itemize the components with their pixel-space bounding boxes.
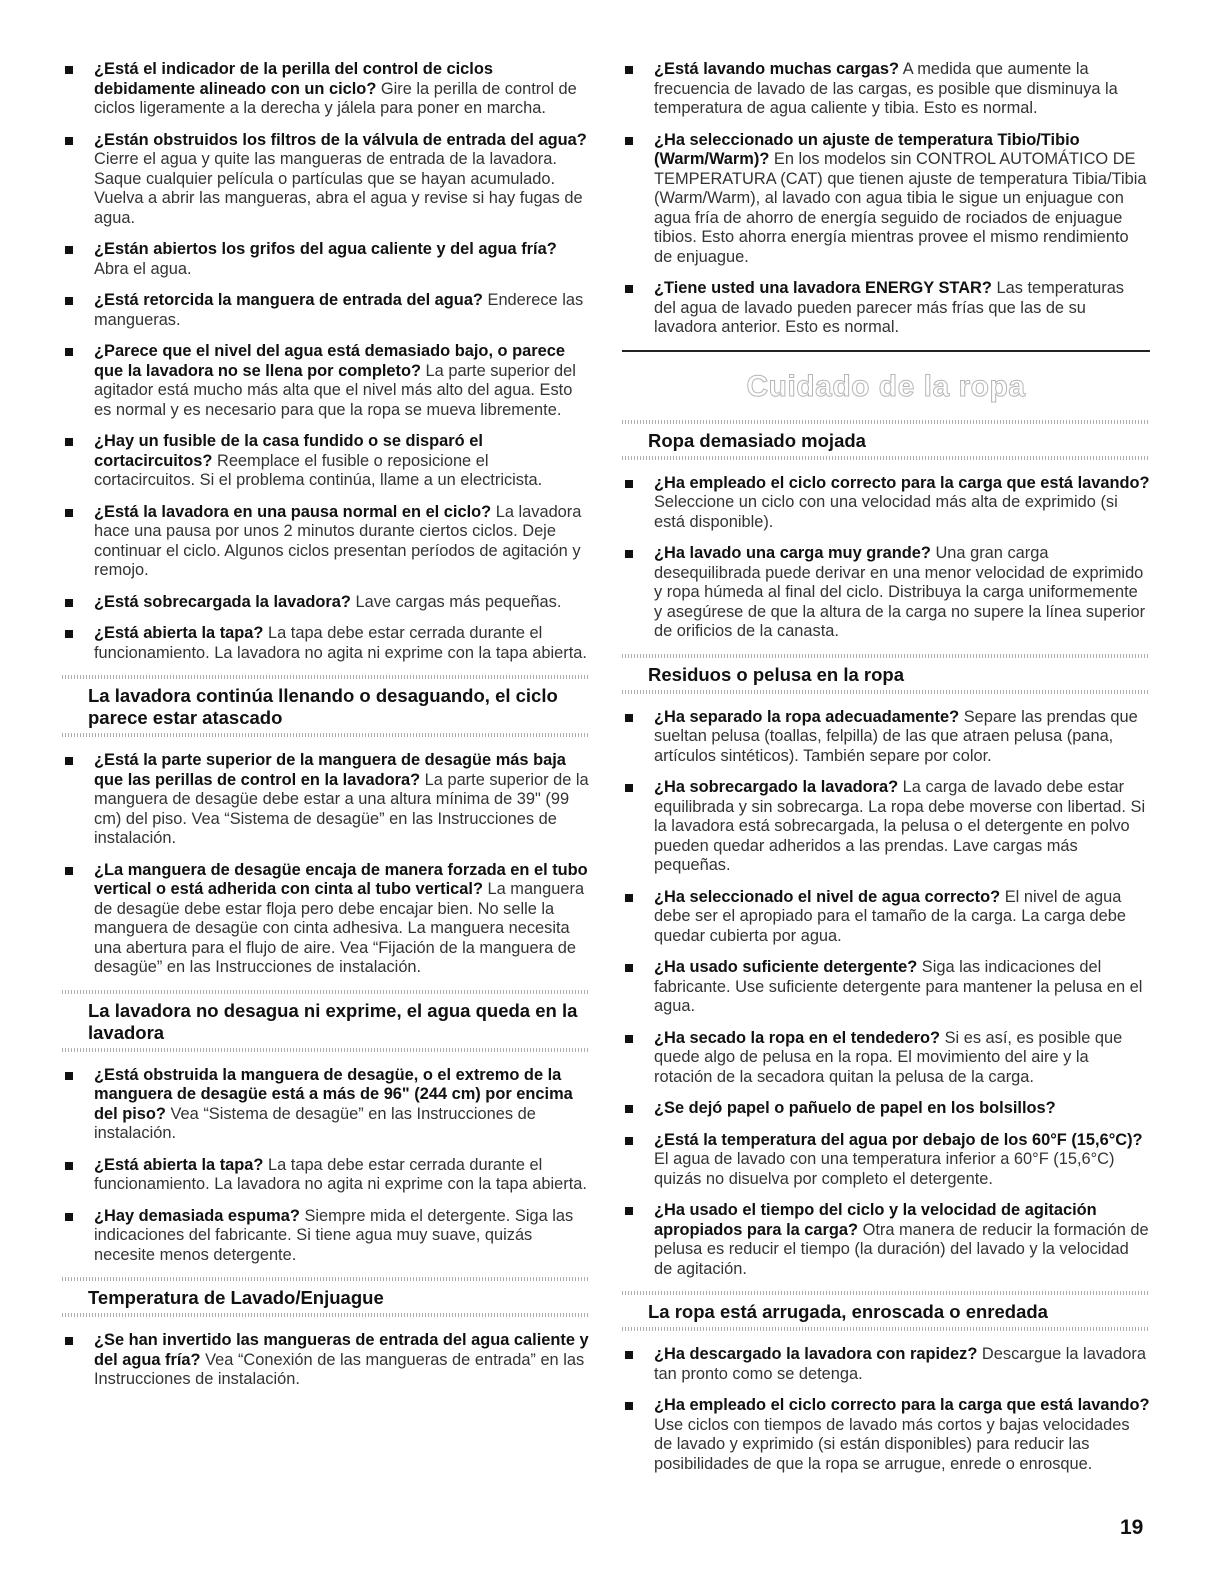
section-header [62,675,590,737]
list-item [62,240,590,279]
list-item [622,888,1150,947]
item-question: ¿Ha separado la ropa adecuadamente? [654,707,960,726]
list-item [62,342,590,420]
item-question: ¿La manguera de desagüe encaja de manera forzada en el tubo vertical o está adherida con cinta al tubo vertical? [94,860,588,898]
item-question: ¿Ha seleccionado el nivel de agua correcto? [654,887,1001,906]
list-item [62,861,590,978]
section-header [622,1291,1150,1331]
item-answer: El nivel de agua debe ser el apropiado para el tamaño de la carga. La carga debe quedar cubierta por agua. [654,887,1127,945]
troubleshoot-list [62,751,590,978]
list-item [62,624,590,663]
troubleshoot-list [622,60,1150,338]
troubleshoot-list [62,60,590,663]
item-answer: La tapa debe estar cerrada durante el funcionamiento. La lavadora no agita ni exprime con la tapa abierta. [94,624,587,662]
major-heading [622,350,1150,414]
dotted-rule [622,1327,1150,1331]
list-item [622,778,1150,876]
item-answer: El agua de lavado con una temperatura inferior a 60°F (15,6°C) quizás no disuelva por completo el detergente. [654,1150,1115,1188]
item-answer: Use ciclos con tiempos de lavado más cortos y bajas velocidades de lavado y exprimido (si están disponibles) para reducir las posibilidades de que la ropa se arrugue, enrede o enrosque. [654,1415,1130,1473]
item-question: ¿Ha empleado el ciclo correcto para la carga que está lavando? [654,473,1150,492]
item-answer: La tapa debe estar cerrada durante el funcionamiento. La lavadora no agita ni exprime con la tapa abierta. [94,1155,587,1193]
list-item [622,958,1150,1017]
item-question: ¿Ha descargado la lavadora con rapidez? [654,1345,978,1363]
dotted-rule [622,420,1150,424]
item-question: ¿Se han invertido las mangueras de entrada del agua caliente y del agua fría? [94,1331,589,1369]
list-item [62,1156,590,1195]
dotted-rule [62,1048,590,1052]
item-answer: Abra el agua. [94,259,192,278]
section-title: La lavadora continúa llenando o desaguando, el ciclo parece estar atascado [88,685,558,728]
item-answer: La parte superior del agitador está mucho más alta que el nivel más alto del agua. Esto es normal y es necesario para que la ropa se mueva libremente. [94,361,576,419]
item-question: ¿Ha lavado una carga muy grande? [654,544,931,562]
item-question: ¿Ha empleado el ciclo correcto para la carga que está lavando? [654,1396,1150,1414]
item-question: ¿Está obstruida la manguera de desagüe, o el extremo de la manguera de desagüe está a más de 96" (244 cm) por encima del piso? [94,1065,573,1123]
left-column [62,60,590,1402]
item-answer: Siga las indicaciones del fabricante. Use suficiente detergente para mantener la pelusa en el agua. [654,958,1143,1015]
page-number: 19 [1120,1516,1144,1539]
item-question: ¿Está retorcida la manguera de entrada del agua? [94,291,483,309]
item-answer: Siempre mida el detergente. Siga las indicaciones del fabricante. Si tiene agua muy suave, quizás necesite menos detergente. [94,1206,574,1264]
section-header [62,1277,590,1317]
list-item [622,708,1150,767]
item-question: ¿Está la lavadora en una pausa normal en el ciclo? [94,502,492,521]
dotted-rule [62,1313,590,1317]
list-item [622,544,1150,642]
item-question: ¿Están obstruidos los filtros de la válvula de entrada del agua? [94,130,587,149]
heading-rule [622,350,1150,352]
major-heading-title: Cuidado de la ropa [746,369,1026,403]
list-item [622,60,1150,119]
dotted-rule [62,1277,590,1281]
item-answer: Si es así, es posible que quede algo de pelusa en la ropa. El movimiento del aire y la rotación de la secadora quitan la pelusa de la carga. [654,1028,1123,1086]
item-question: ¿Hay demasiada espuma? [94,1206,300,1225]
item-answer: Gire la perilla de control de ciclos ligeramente a la derecha y jálela para poner en marcha. [94,79,577,117]
list-item [62,751,590,849]
section-title: La ropa está arrugada, enroscada o enredada [648,1301,1048,1322]
troubleshoot-list [62,1066,590,1266]
item-question: ¿Están abiertos los grifos del agua caliente y del agua fría? [94,240,557,258]
troubleshoot-list [622,708,1150,1280]
item-answer: Una gran carga desequilibrada puede derivar en una menor velocidad de exprimido y ropa húmeda al final del ciclo. Distribuya la carga uniformemente y asegúrese de que la altura de la carga no supere la línea superior de orificios de la canasta. [654,544,1146,640]
item-question: ¿Está el indicador de la perilla del control de ciclos debidamente alineado con un ciclo? [94,60,493,98]
section-header [622,654,1150,694]
section-title: Temperatura de Lavado/Enjuague [88,1287,384,1308]
item-question: ¿Tiene usted una lavadora ENERGY STAR? [654,279,992,297]
list-item [622,1201,1150,1279]
dotted-rule [62,733,590,737]
list-item [622,1131,1150,1190]
list-item [62,503,590,581]
dotted-rule [62,675,590,679]
item-question: ¿Ha seleccionado un ajuste de temperatura Tibio/Tibio (Warm/Warm)? [654,130,1080,168]
dotted-rule [622,456,1150,460]
item-answer: Descargue la lavadora tan pronto como se detenga. [654,1345,1146,1383]
item-question: ¿Hay un fusible de la casa fundido o se disparó el cortacircuitos? [94,432,483,470]
troubleshoot-list [622,1345,1150,1474]
list-item [62,131,590,229]
item-question: ¿Está abierta la tapa? [94,624,264,642]
section-title: Ropa demasiado mojada [648,429,866,451]
right-column [622,60,1150,1486]
dotted-rule [622,690,1150,694]
item-answer: Otra manera de reducir la formación de pelusa es reducir el tiempo (la duración) del lavado y la velocidad de agitación. [654,1220,1149,1278]
item-answer: Reemplace el fusible o reposicione el cortacircuitos. Si el problema continúa, llame a un electricista. [94,451,543,489]
item-question: ¿Ha secado la ropa en el tendedero? [654,1028,941,1047]
list-item [62,1207,590,1266]
section-title: Residuos o pelusa en la ropa [648,663,904,685]
item-question: ¿Parece que el nivel del agua está demasiado bajo, o parece que la lavadora no se llena por completo? [94,342,565,380]
item-answer: A medida que aumente la frecuencia de lavado de las cargas, es posible que disminuya la temperatura de agua caliente y tibia. Esto es normal. [654,60,1118,117]
list-item [622,1345,1150,1384]
list-item [62,1331,590,1390]
list-item [622,474,1150,533]
list-item [62,291,590,330]
item-answer: Lave cargas más pequeñas. [350,592,562,611]
section-header [622,420,1150,460]
item-question: ¿Está lavando muchas cargas? [654,60,900,78]
item-answer: La manguera de desagüe debe estar floja pero debe encajar bien. No selle la manguera de desagüe con cinta adhesiva. La manguera necesita una abertura para el flujo de aire. Vea “Fijación de la manguera de desagüe” en las Instrucciones de instalación. [94,880,585,976]
item-question: ¿Ha sobrecargado la lavadora? [654,778,899,796]
item-answer: La carga de lavado debe estar equilibrada y sin sobrecarga. La ropa debe moverse con libertad. Si la lavadora está sobrecargada, la pelusa o el detergente en polvo pueden quedar adheridos a las prendas. Lave cargas más pequeñas. [654,778,1146,874]
item-answer: La parte superior de la manguera de desagüe debe estar a una altura mínima de 39" (99 cm) del piso. Vea “Sistema de desagüe” en las Instrucciones de instalación. [94,770,589,847]
dotted-rule [622,654,1150,658]
item-question: ¿Ha usado el tiempo del ciclo y la velocidad de agitación apropiados para la carga? [654,1201,1097,1239]
item-answer: Vea “Conexión de las mangueras de entrada” en las Instrucciones de instalación. [94,1350,585,1388]
item-question: ¿Se dejó papel o pañuelo de papel en los bolsillos? [654,1099,1056,1117]
list-item [62,1066,590,1144]
item-question: ¿Está sobrecargada la lavadora? [94,592,351,611]
section-title: La lavadora no desagua ni exprime, el agua queda en la lavadora [88,999,578,1043]
list-item [62,60,590,119]
list-item [622,131,1150,268]
item-question: ¿Está abierta la tapa? [94,1155,264,1174]
item-answer: Vea “Sistema de desagüe” en las Instrucciones de instalación. [94,1104,536,1142]
item-question: ¿Ha usado suficiente detergente? [654,958,918,976]
list-item [622,1099,1150,1119]
item-answer: Las temperaturas del agua de lavado pueden parecer más frías que las de su lavadora anterior. Esto es normal. [654,279,1125,336]
section-header [62,990,590,1052]
item-answer: Separe las prendas que sueltan pelusa (toallas, felpilla) de las que atraen pelusa (pana, artículos sintéticos). También separe por color. [654,707,1138,765]
list-item [622,1396,1150,1474]
list-item [622,1029,1150,1088]
item-question: ¿Está la parte superior de la manguera de desagüe más baja que las perillas de control en la lavadora? [94,751,566,789]
item-answer: Seleccione un ciclo con una velocidad más alta de exprimido (si está disponible). [654,493,1118,531]
item-answer: En los modelos sin CONTROL AUTOMÁTICO DE TEMPERATURA (CAT) que tienen ajuste de temperatura Tibia/Tibia (Warm/Warm), al lavado con agua tibia le sigue un enjuague con agua fría de ahorro de energía seguido de rociados de enjuague tibios. Esto ahorra energía mientras provee el mismo rendimiento de enjuague. [654,150,1147,266]
item-answer: Enderece las mangueras. [94,291,584,329]
list-item [62,593,590,613]
item-answer: Cierre el agua y quite las mangueras de entrada de la lavadora. Saque cualquier película o partículas que se hayan acumulado. Vuelva a abrir las mangueras, abra el agua y revise si hay fugas de agua. [94,150,583,227]
dotted-rule [622,1291,1150,1295]
item-question: ¿Está la temperatura del agua por debajo de los 60°F (15,6°C)? [654,1130,1143,1149]
list-item [62,432,590,491]
troubleshoot-list [62,1331,590,1390]
item-answer: La lavadora hace una pausa por unos 2 minutos durante ciertos ciclos. Deje continuar el ciclo. Algunos ciclos presentan períodos de agitación y remojo. [94,502,582,579]
dotted-rule [62,990,590,994]
list-item [622,279,1150,338]
troubleshoot-list [622,474,1150,642]
